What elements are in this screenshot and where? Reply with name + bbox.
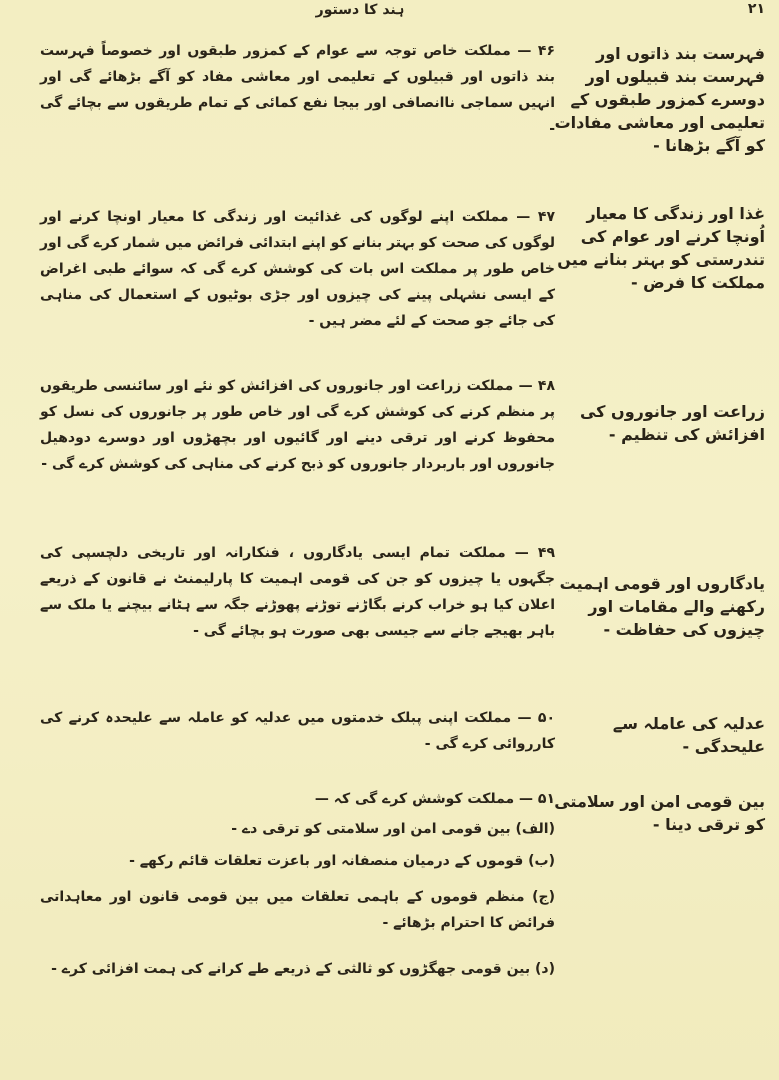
- margin-note-judiciary: عدلیہ کی عاملہ سے علیحدگی -: [612, 714, 765, 756]
- article-51-clause-b: (ب) قوموں کے درمیان منصفانہ اور باعزت تعلقات قائم رکھے -: [129, 853, 555, 869]
- running-title: ہند کا دستور: [315, 2, 405, 18]
- article-47: ۴۷ — مملکت اپنے لوگوں کی غذائیت اور زندگی کا معیار اونچا کرنے اور لوگوں کی صحت کو بہتر بنانے کو اپنے ابتدائی فرائض میں شمار کرے گی اور خاص طور پر مملکت اس بات کی کوشش کرے گی کہ سوائے طبی اغراض کے ایسی نشہلی پینے کی چیزوں اور جڑی بوٹیوں کے استعمال کی مناہی کی جائے جو صحت کے لئے مضر ہیں -: [40, 209, 555, 329]
- article-46: ۴۶ — مملکت خاص توجہ سے عوام کے کمزور طبقوں اور خصوصاً فہرست بند ذاتوں اور قبیلوں کے تعلیمی اور معاشی مفاد کو آگے بڑھائے گی اور انہیں سماجی ناانصافی اور بیجا نفع کمائی کے تمام طریقوں سے بچائے گی -: [40, 43, 555, 137]
- page-number: ۲۱: [747, 1, 765, 17]
- margin-note-nutrition: غذا اور زندگی کا معیار اُونچا کرنے اور عوام کی تندرستی کو بہتر بنانے میں مملکت کا فرض -: [557, 204, 765, 292]
- page-header: [0, 0, 779, 22]
- margin-note-scheduled-castes: فہرست بند ذاتوں اور فہرست بند قبیلوں اور دوسرے کمزور طبقوں کے تعلیمی اور معاشی مفادات کو آگے بڑھانا -: [554, 44, 765, 155]
- article-51-intro: ۵۱ — مملکت کوشش کرے گی کہ —: [314, 791, 555, 807]
- article-48: ۴۸ — مملکت زراعت اور جانوروں کی افزائش کو نئے اور سائنسی طریقوں پر منظم کرنے کی کوشش کرے گی اور خاص طور پر جانوروں کی نسل کو محفوظ کرنے اور ترقی دینے اور گائیوں اور بچھڑوں اور دوسرے دودھیل جانوروں اور باربردار جانوروں کو ذبح کرنے کی مناہی کی کوشش کرے گی -: [40, 378, 555, 472]
- article-51-clause-c: (ج) منظم قوموں کے باہمی تعلقات میں بین قومی قانون اور معاہداتی فرائض کا احترام بڑھائے -: [40, 889, 555, 931]
- margin-note-monuments: یادگاروں اور قومی اہمیت رکھنے والے مقامات اور چیزوں کی حفاظت -: [559, 574, 765, 639]
- article-49: ۴۹ — مملکت تمام ایسی یادگاروں ، فنکارانہ اور تاریخی دلچسپی کی جگہوں یا چیزوں کو جن کی قومی اہمیت کا پارلیمنٹ نے قانون کے ذریعے اعلان کیا ہو خراب کرنے بگاڑنے توڑنے پھوڑنے جگہ سے ہٹانے بیچنے یا ملک سے باہر بھیجے جانے سے جیسی بھی صورت ہو بچائے گی -: [40, 545, 555, 639]
- article-51-clause-d: (د) بین قومی جھگڑوں کو ثالثی کے ذریعے طے کرانے کی ہمت افزائی کرے -: [51, 961, 555, 977]
- article-51-clause-a: (الف) بین قومی امن اور سلامتی کو ترقی دے -: [231, 821, 555, 837]
- margin-note-agriculture: زراعت اور جانوروں کی افزائش کی تنظیم -: [579, 402, 765, 444]
- article-50: ۵۰ — مملکت اپنی پبلک خدمتوں میں عدلیہ کو عاملہ سے علیحدہ کرنے کی کارروائی کرے گی -: [40, 710, 555, 752]
- margin-note-peace: بین قومی امن اور سلامتی کو ترقی دینا -: [554, 792, 765, 834]
